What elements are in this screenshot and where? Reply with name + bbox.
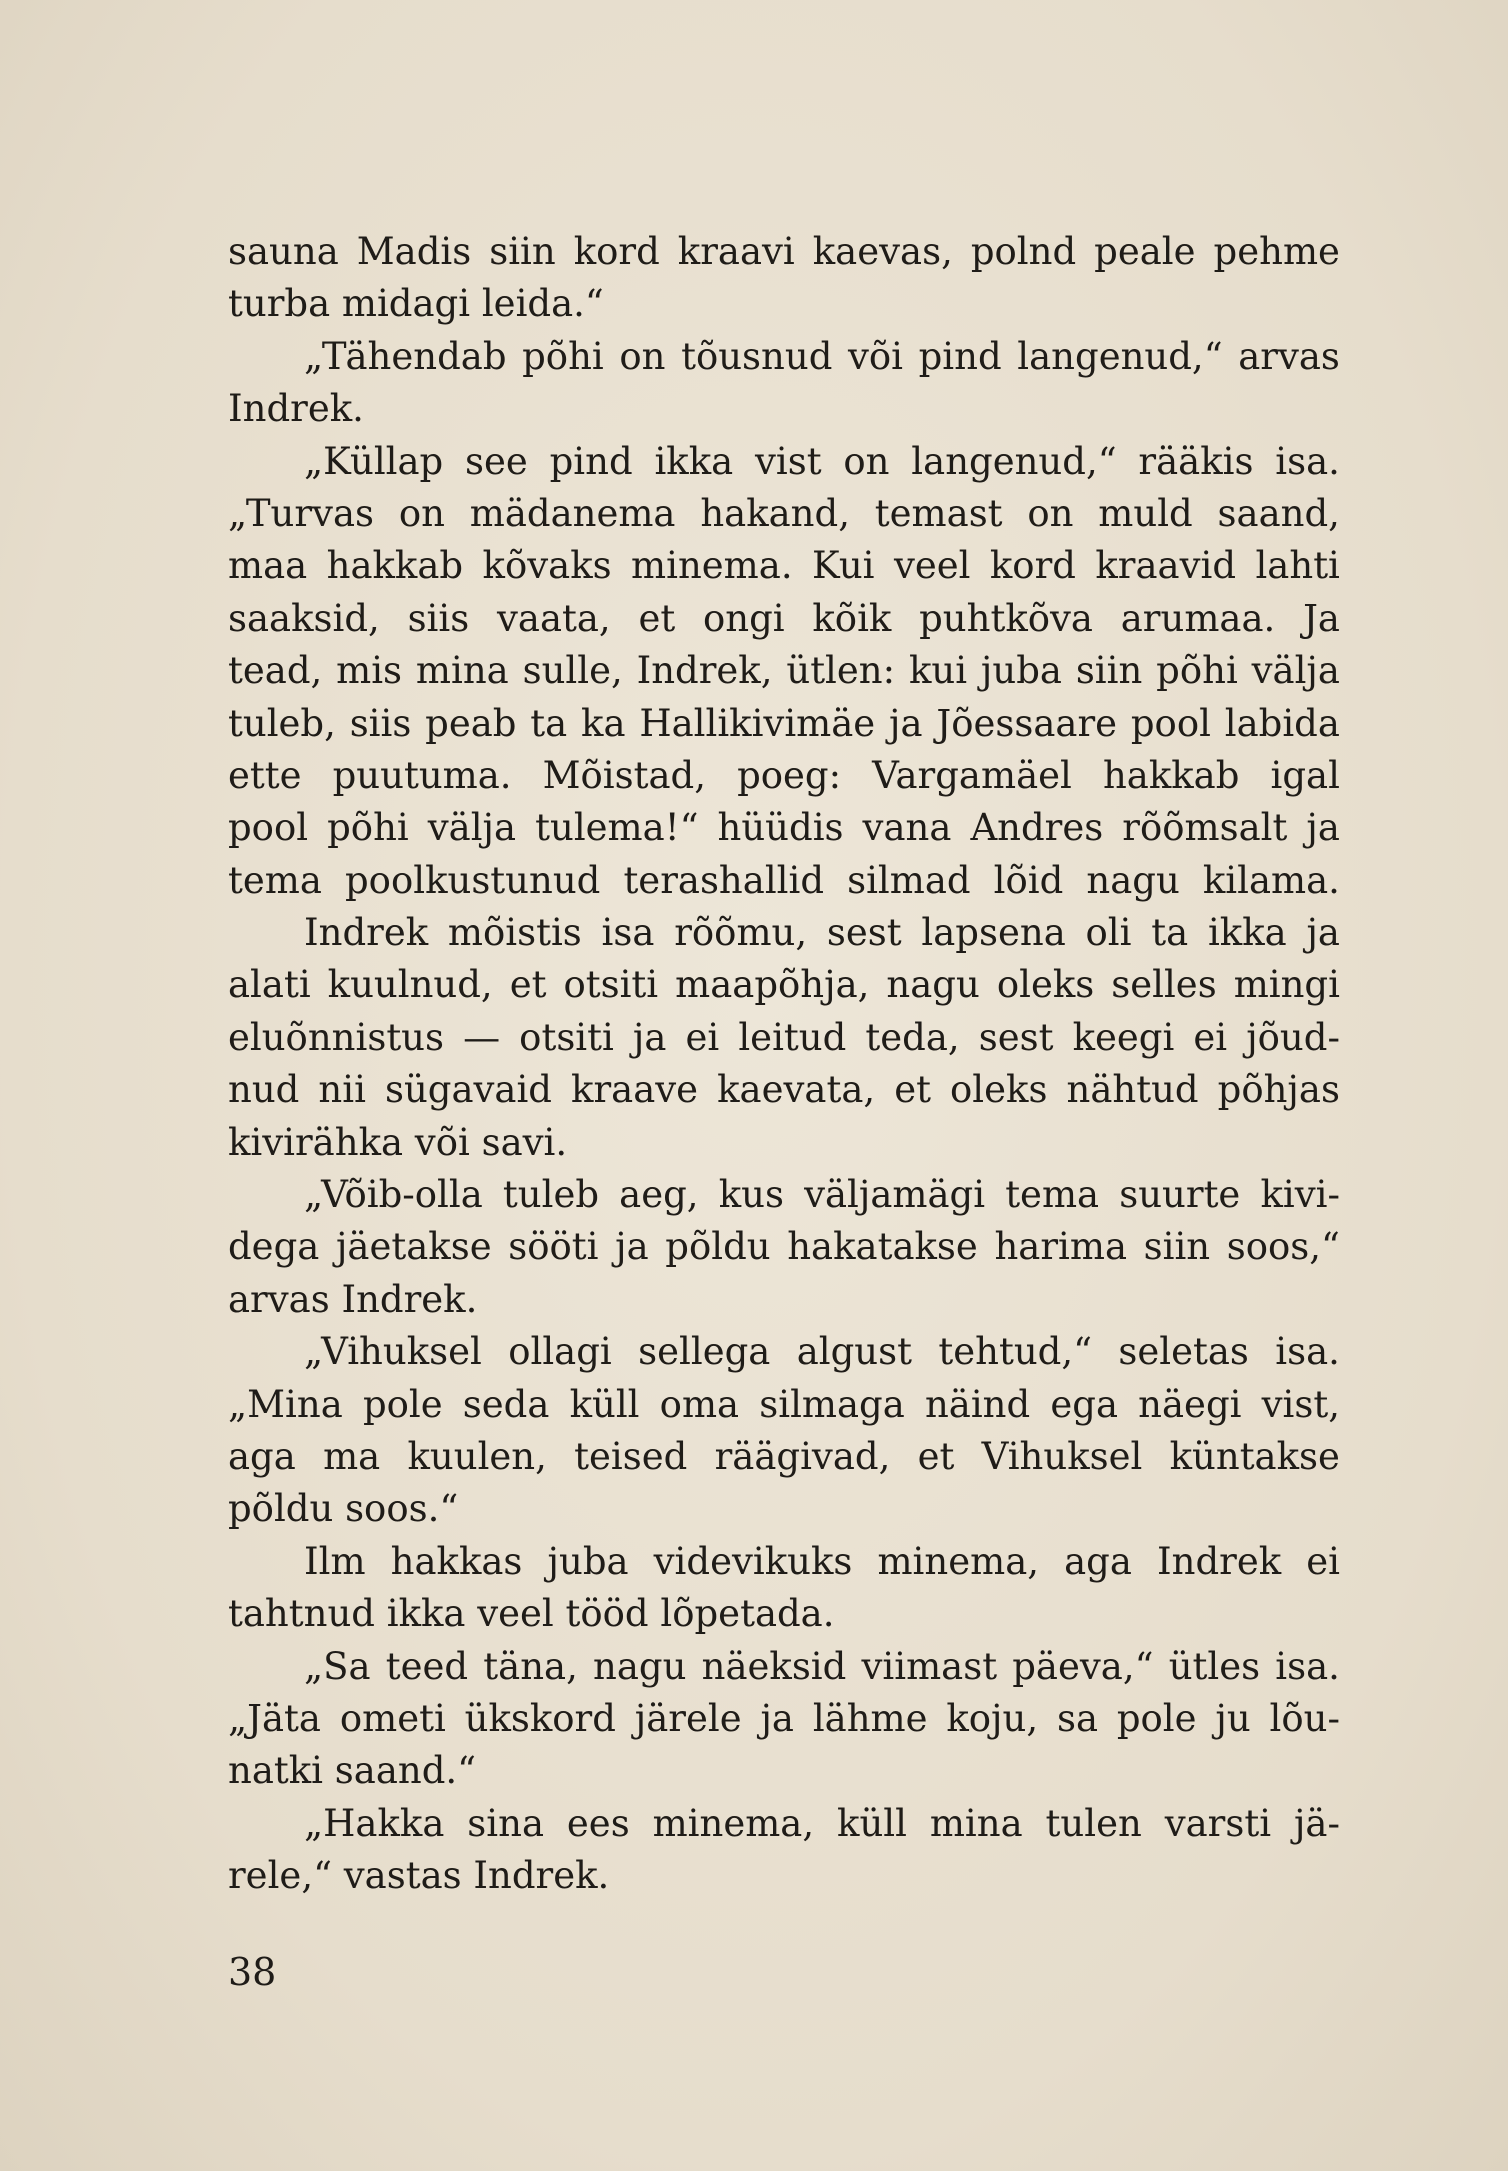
text-line: tahtnud ikka veel tööd lõpetada. [228, 1592, 835, 1636]
text-line: kivirähka või savi. [228, 1120, 568, 1164]
page-number: 38 [228, 1950, 277, 1994]
text-line: sauna Madis siin kord kraavi kaevas, polnd peale pehme [228, 230, 1340, 273]
text-line: saaksid, siis vaata, et ongi kõik puhtkõva arumaa. Ja [228, 596, 1340, 640]
text-line: natki saand.“ [228, 1749, 477, 1793]
text-line: „Mina pole seda küll oma silmaga näind ega näegi vist, [228, 1382, 1340, 1426]
text-line: tuleb, siis peab ta ka Hallikivimäe ja Jõessaare pool labida [228, 701, 1340, 745]
text-line: alati kuulnud, et otsiti maapõhja, nagu oleks selles mingi [228, 963, 1340, 1007]
text-line: „Küllap see pind ikka vist on langenud,“ rääkis isa. [304, 439, 1340, 483]
text-line: dega jäetakse sööti ja põldu hakatakse harima siin soos,“ [228, 1225, 1340, 1269]
text-line: „Turvas on mädanema hakand, temast on muld saand, [228, 491, 1340, 535]
text-line: „Võib-olla tuleb aeg, kus väljamägi tema suurte kivi- [304, 1173, 1340, 1217]
text-line: ette puutuma. Mõistad, poeg: Vargamäel hakkab igal [228, 753, 1340, 797]
text-line: turba midagi leida.“ [228, 282, 604, 326]
text-line: eluõnnistus — otsiti ja ei leitud teda, sest keegi ei jõud- [228, 1015, 1340, 1059]
text-line: põldu soos.“ [228, 1487, 459, 1531]
text-line: „Sa teed täna, nagu näeksid viimast päeva,“ ütles isa. [304, 1644, 1340, 1688]
text-line: „Hakka sina ees minema, küll mina tulen varsti jä- [304, 1801, 1340, 1845]
text-line: aga ma kuulen, teised räägivad, et Vihuksel küntakse [228, 1434, 1340, 1478]
text-line: „Jäta ometi ükskord järele ja lähme koju, sa pole ju lõu- [228, 1696, 1340, 1740]
text-line: rele,“ vastas Indrek. [228, 1854, 610, 1898]
text-line: Indrek. [228, 387, 364, 431]
text-line: Indrek mõistis isa rõõmu, sest lapsena oli ta ikka ja [304, 911, 1340, 955]
text-line: Ilm hakkas juba videvikuks minema, aga Indrek ei [304, 1539, 1340, 1583]
text-line: maa hakkab kõvaks minema. Kui veel kord kraavid lahti [228, 544, 1340, 588]
text-line: nud nii sügavaid kraave kaevata, et oleks nähtud põhjas [228, 1068, 1340, 1112]
body-text [228, 226, 1340, 1903]
text-line: tead, mis mina sulle, Indrek, ütlen: kui juba siin põhi välja [228, 649, 1340, 693]
text-line: pool põhi välja tulema!“ hüüdis vana Andres rõõmsalt ja [228, 806, 1340, 850]
text-line: „Vihuksel ollagi sellega algust tehtud,“ seletas isa. [304, 1330, 1340, 1374]
text-line: tema poolkustunud terashallid silmad lõid nagu kilama. [228, 858, 1340, 902]
text-line: „Tähendab põhi on tõusnud või pind langenud,“ arvas [304, 334, 1340, 378]
text-line: arvas Indrek. [228, 1277, 478, 1321]
